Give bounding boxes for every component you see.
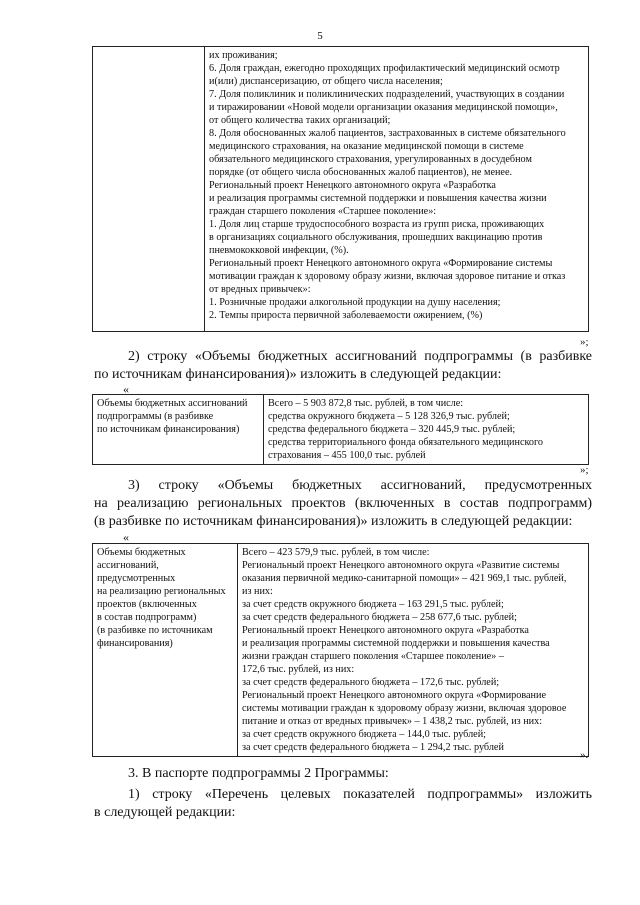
cell-line: питание и отказ от вредных привычек» – 1 438,2 тыс. рублей, из них: [242,716,543,727]
regional-projects-table [92,543,589,757]
cell-line: оказания первичной медико-санитарной помощи» – 421 969,1 тыс. рублей, [242,573,567,584]
table3-closing-quote: ». [580,749,589,761]
cell-line: ассигнований, [97,560,159,571]
cell-line: средства окружного бюджета – 5 128 326,9 тыс. рублей; [268,411,510,422]
cell-line: Региональный проект Ненецкого автономного округа «Развитие системы [242,560,560,571]
cell-line: порядке (от общего числа обоснованных жалоб пациентов), не менее. [209,167,513,178]
cell-line: из них: [242,586,273,597]
table1-closing-quote: »; [580,336,589,348]
cell-line: на реализацию региональных [97,586,226,597]
cell-line: и(или) диспансеризацию, от общего числа населения; [209,76,443,87]
table3-right-cell [238,544,589,757]
item-2-line-1: 2) строку «Объемы бюджетных ассигнований подпрограммы (в разбивке [128,349,592,364]
cell-line: граждан старшего поколения «Старшее поколение»: [209,206,437,217]
cell-line: подпрограммы (в разбивке [97,411,214,422]
cell-line: 6. Доля граждан, ежегодно проходящих профилактический медицинский осмотр [209,63,560,74]
cell-line: медицинского страхования, на оказание медицинской помощи в системе [209,141,524,152]
cell-line: средства территориального фонда обязательного медицинского [268,437,544,448]
cell-line: системы мотивации граждан к здоровому образу жизни, включая здоровое [242,703,567,714]
item-3-opening-quote: « [123,530,129,544]
indicators-table-continuation [92,46,589,332]
cell-line: мотивации граждан к здоровому образу жизни, включая здоровое питание и отказ [209,271,566,282]
table1-left-cell [93,47,205,332]
cell-line: средства федерального бюджета – 320 445,9 тыс. рублей; [268,424,516,435]
table1-right-cell [205,47,589,332]
cell-line: 8. Доля обоснованных жалоб пациентов, застрахованных в системе обязательного [209,128,566,139]
cell-line: и тиражировании «Новой модели организации оказания медицинской помощи», [209,102,558,113]
paragraph-item-3 [94,477,592,531]
table2-left-cell [93,395,264,465]
cell-line: в организациях социального обслуживания, прошедших вакцинацию против [209,232,543,243]
cell-line: Региональный проект Ненецкого автономного округа «Разработка [242,625,529,636]
cell-line: Региональный проект Ненецкого автономного округа «Формирование системы [209,258,553,269]
cell-line: Всего – 423 579,9 тыс. рублей, в том числе: [242,547,430,558]
section-3-item-1-line-2: в следующей редакции: [94,805,236,820]
cell-line: Объемы бюджетных [97,547,186,558]
cell-line: страхования – 455 100,0 тыс. рублей [268,450,426,461]
cell-line: предусмотренных [97,573,176,584]
cell-line: от общего количества таких организаций; [209,115,391,126]
cell-line: 7. Доля поликлиник и поликлинических подразделений, участвующих в создании [209,89,565,100]
cell-line: 1. Розничные продажи алкогольной продукции на душу населения; [209,297,501,308]
cell-line: финансирования) [97,638,173,649]
budget-allocations-table [92,394,589,465]
cell-line: (в разбивке по источникам [97,625,213,636]
item-2-opening-quote: « [123,382,129,396]
cell-line: Региональный проект Ненецкого автономного округа «Разработка [209,180,496,191]
cell-line: за счет средств окружного бюджета – 144,0 тыс. рублей; [242,729,486,740]
cell-line: за счет средств окружного бюджета – 163 291,5 тыс. рублей; [242,599,504,610]
item-2-line-2: по источникам финансирования)» изложить в следующей редакции: [94,367,502,382]
cell-line: и реализация программы системной поддержки и повышения качества жизни [209,193,547,204]
table2-closing-quote: »; [580,464,589,476]
cell-line: и реализация программы системной поддержки и повышения качества [242,638,550,649]
cell-line: Всего – 5 903 872,8 тыс. рублей, в том числе: [268,398,464,409]
cell-line: от вредных привычек»: [209,284,311,295]
cell-line: их проживания; [209,50,278,61]
cell-line: за счет средств федерального бюджета – 258 677,6 тыс. рублей; [242,612,517,623]
item-3-line-3: (в разбивке по источникам финансирования)» изложить в следующей редакции: [94,514,573,529]
section-3-item-1-line-1: 1) строку «Перечень целевых показателей подпрограммы» изложить [128,787,592,802]
paragraph-item-2 [94,348,592,384]
cell-line: пневмококковой инфекции, (%). [209,245,349,256]
cell-line: проектов (включенных [97,599,197,610]
table2-right-cell [264,395,589,465]
item-3-line-2: на реализацию региональных проектов (включенных в состав подпрограмм) [94,496,592,511]
section-3-heading: 3. В паспорте подпрограммы 2 Программы: [128,766,389,781]
cell-line: за счет средств федерального бюджета – 1 294,2 тыс. рублей [242,742,504,753]
cell-line: в состав подпрограмм) [97,612,197,623]
page-number: 5 [317,30,323,42]
section-3 [94,765,592,822]
cell-line: Региональный проект Ненецкого автономного округа «Формирование [242,690,546,701]
cell-line: 172,6 тыс. рублей, из них: [242,664,355,675]
table3-left-cell [93,544,238,757]
item-3-line-1: 3) строку «Объемы бюджетных ассигнований, предусмотренных [128,478,592,493]
cell-line: за счет средств федерального бюджета – 172,6 тыс. рублей; [242,677,500,688]
cell-line: по источникам финансирования) [97,424,240,435]
cell-line: 2. Темпы прироста первичной заболеваемости ожирением, (%) [209,310,483,321]
cell-line: Объемы бюджетных ассигнований [97,398,248,409]
cell-line: 1. Доля лиц старше трудоспособного возраста из групп риска, проживающих [209,219,545,230]
cell-line: обязательного медицинского страхования, урегулированных в досудебном [209,154,532,165]
cell-line: жизни граждан старшего поколения «Старшее поколение» – [242,651,504,662]
